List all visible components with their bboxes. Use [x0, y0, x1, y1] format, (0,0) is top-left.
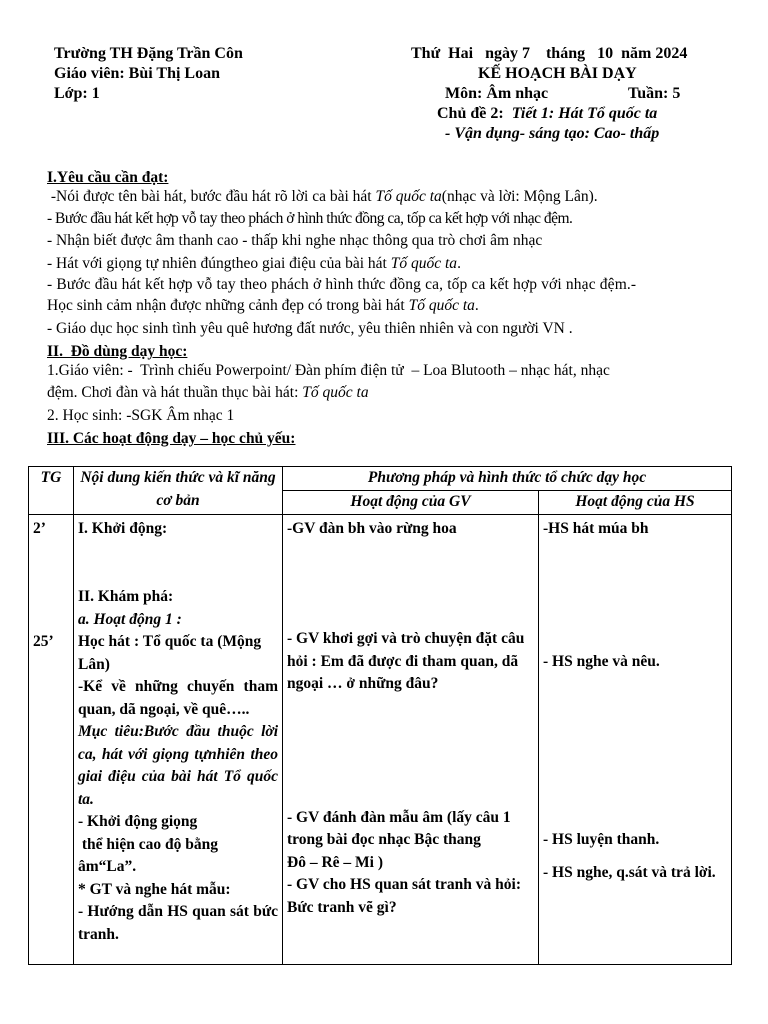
section1-line3: - Nhận biết được âm thanh cao - thấp khi nghe nhạc thông qua trò chơi âm nhạc — [47, 232, 543, 249]
topic-lesson: Tiết 1: Hát Tổ quốc ta — [511, 105, 658, 122]
week: Tuần: 5 — [628, 85, 681, 102]
section2-line2 — [47, 382, 369, 404]
section1-line6 — [47, 295, 479, 317]
section2-line1: 1.Giáo viên: - Trình chiếu Powerpoint/ Đàn phím điện tử – Loa Blutooth – nhạc hát, nhạc — [47, 362, 610, 379]
content-explore: II. Khám phá: — [78, 588, 174, 605]
hs-cell — [539, 514, 732, 964]
section1-title: I.Yêu cầu cần đạt: — [47, 169, 169, 186]
gv-pitch: - GV đánh đàn mẫu âm (lấy câu 1 trong bài đọc nhạc Bậc thang — [287, 808, 511, 848]
line1-text: -Nói được tên bài hát, bước đầu hát rõ lời ca bài hát — [47, 188, 376, 205]
content-warmup-voice: - Khởi động giọng — [78, 813, 198, 830]
content-intro: * GT và nghe hát mẫu: — [78, 880, 231, 898]
line4-end: . — [457, 255, 461, 272]
lesson-table — [28, 466, 732, 965]
hs-listen: - HS nghe và nêu. — [543, 653, 660, 670]
section2-title: II. Đồ dùng dạy học: — [47, 343, 188, 360]
header-hs: Hoạt động của HS — [539, 491, 732, 515]
hs-voice: - HS luyện thanh. — [543, 830, 660, 848]
teacher-name: Giáo viên: Bùi Thị Loan — [54, 65, 220, 82]
content-warmup: I. Khởi động: — [78, 519, 168, 537]
section1-line7: - Giáo dục học sinh tình yêu quê hương đất nước, yêu thiên nhiên và con người VN . — [47, 320, 573, 337]
table-row — [29, 514, 732, 964]
hs-warmup: -HS hát múa bh — [543, 519, 649, 537]
content-activity1: a. Hoạt động 1 : — [78, 610, 182, 628]
song-name: Tố quốc ta — [375, 188, 442, 205]
content-story: -Kể về những chuyến tham quan, dã ngoại, về quê….. — [78, 678, 278, 718]
time-cell — [29, 514, 74, 964]
song-name: Tố quốc ta — [390, 255, 458, 272]
gv-question: - GV khơi gợi và trò chuyện đặt câu hỏi : Em đã được đi tham quan, dã ngoại … ở những đâu? — [287, 630, 525, 692]
table-header-row — [29, 467, 732, 491]
content-learn-song: Học hát : Tổ quốc ta (Mộng Lân) — [78, 633, 262, 673]
song-name: Tố quốc ta — [302, 384, 369, 401]
content-cell — [74, 514, 283, 964]
topic-label: Chủ đề 2: — [437, 105, 504, 122]
song-name: Tố quốc ta — [408, 297, 475, 314]
line1-end: (nhạc và lời: Mộng Lân). — [441, 188, 598, 205]
line2-text: đệm. Chơi đàn và hát thuần thục bài hát: — [47, 384, 303, 401]
section1-line5: - Bước đầu hát kết hợp vỗ tay theo phách ở hình thức đồng ca, tốp ca kết hợp với nhạc đệm.- — [47, 276, 637, 293]
header-method: Phương pháp và hình thức tổ chức dạy học — [283, 467, 732, 491]
lesson-date: Thứ Hai ngày 7 tháng 10 năm 2024 — [411, 45, 688, 62]
header-tg: TG — [29, 467, 74, 515]
header-gv: Hoạt động của GV — [283, 491, 539, 515]
section3-title: III. Các hoạt động dạy – học chủ yếu: — [47, 430, 296, 447]
gv-warmup: -GV đàn bh vào rừng hoa — [287, 519, 457, 537]
section2-line3: 2. Học sinh: -SGK Âm nhạc 1 — [47, 407, 235, 424]
content-picture: - Hướng dẫn HS quan sát bức tranh. — [78, 903, 278, 943]
gv-notes: Đô – Rê – Mi ) — [287, 853, 383, 871]
content-objective: Mục tiêu:Bước đầu thuộc lời ca, hát với giọng tựnhiên theo giai điệu của bài hát Tổ quốc ta. — [78, 723, 278, 808]
gv-cell — [283, 514, 539, 964]
content-pitch: thể hiện cao độ bằng âm“La”. — [78, 835, 222, 875]
line6-end: . — [474, 297, 479, 314]
subject: Môn: Âm nhạc — [445, 85, 549, 102]
hs-answer: - HS nghe, q.sát và trả lời. — [543, 864, 716, 881]
line6-text: Học sinh cảm nhận được những cảnh đẹp có trong bài hát — [47, 297, 409, 314]
topic-line — [437, 104, 657, 124]
section1-line4 — [47, 253, 461, 275]
gv-picture: - GV cho HS quan sát tranh và hỏi: Bức tranh vẽ gì? — [287, 876, 521, 916]
header-content: Nội dung kiến thức và kĩ năng cơ bản — [74, 467, 283, 515]
time-warmup: 2’ — [33, 519, 46, 537]
school-name: Trường TH Đặng Trần Côn — [54, 45, 243, 62]
plan-title: KẾ HOẠCH BÀI DẠY — [478, 65, 637, 82]
section1-line1 — [47, 186, 598, 208]
section1-line2: - Bước đầu hát kết hợp vỗ tay theo phách ở hình thức đồng ca, tốp ca kết hợp với nhạc đệm. — [47, 210, 573, 227]
time-explore: 25’ — [33, 633, 54, 650]
line4-text: - Hát với giọng tự nhiên đúngtheo giai điệu của bài hát — [47, 255, 391, 272]
grade: Lớp: 1 — [54, 85, 100, 102]
topic-extra: - Vận dụng- sáng tạo: Cao- thấp — [445, 125, 660, 142]
